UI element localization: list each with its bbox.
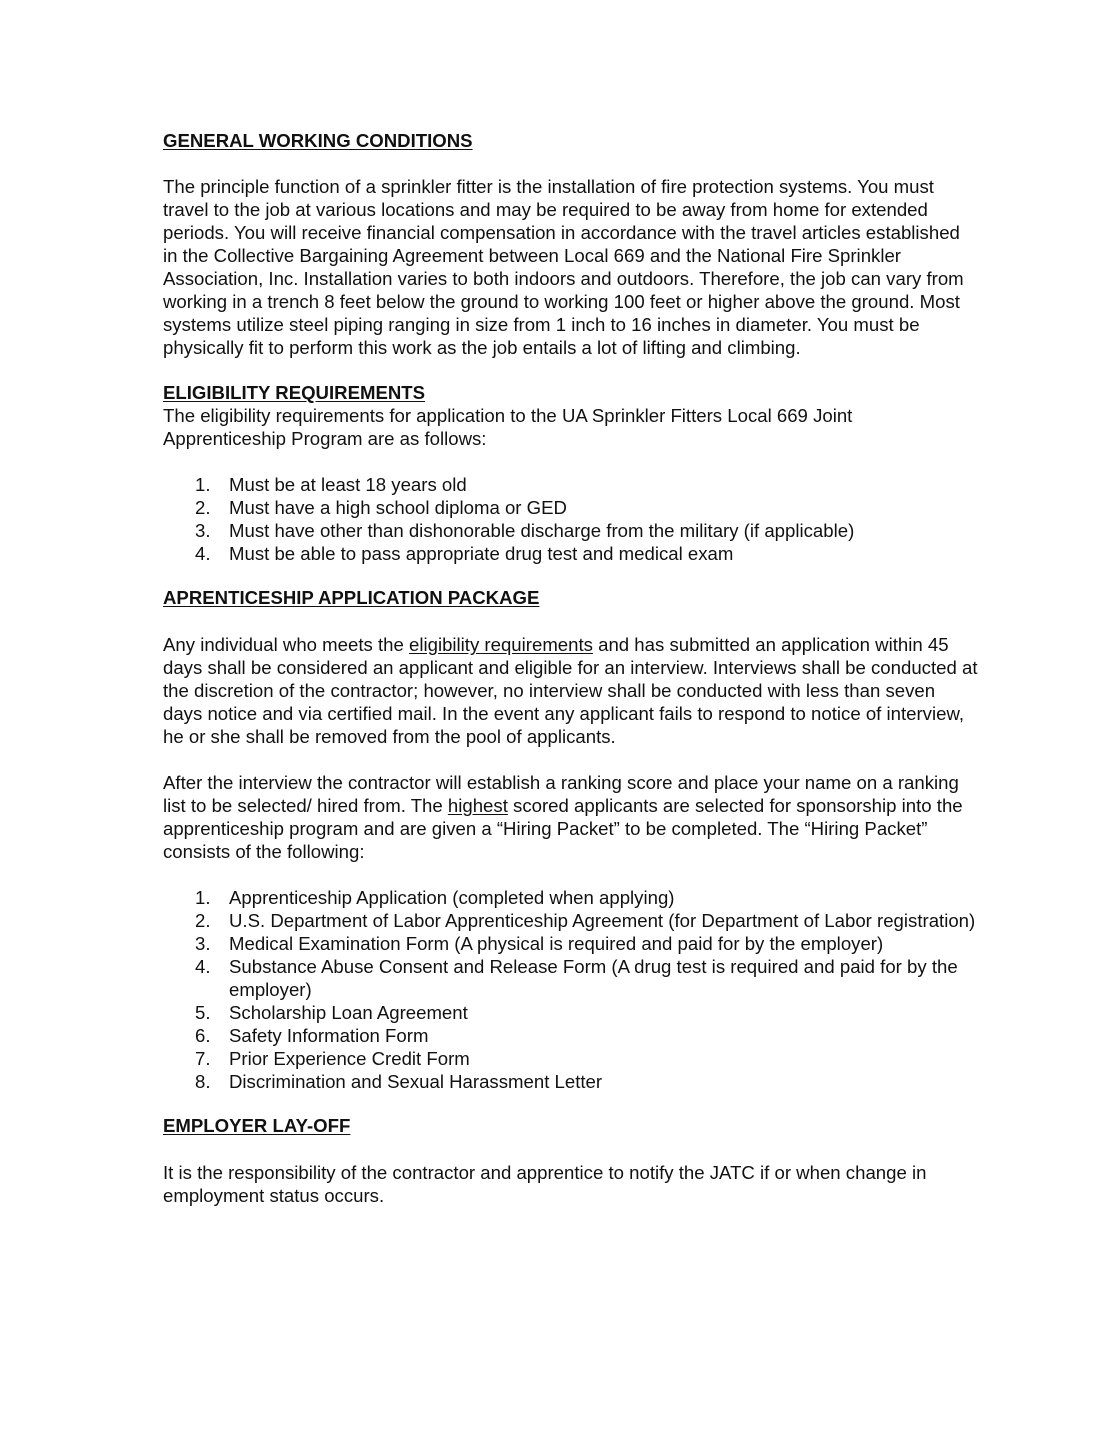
list-item-number: 7. (195, 1048, 211, 1069)
list-item-text: Substance Abuse Consent and Release Form (A drug test is required and paid for by the employer) (229, 956, 958, 1000)
list-item-number: 4. (195, 956, 211, 977)
list-item-number: 2. (195, 910, 211, 931)
list-item (163, 932, 978, 955)
eligibility-requirements-heading: ELIGIBILITY REQUIREMENTS (163, 382, 426, 403)
eligibility-intro-paragraph: The eligibility requirements for application to the UA Sprinkler Fitters Local 669 Joint Apprenticeship Program are as follows: (163, 405, 853, 449)
list-item (163, 473, 978, 496)
employer-layoff-heading: EMPLOYER LAY-OFF (163, 1115, 351, 1136)
list-item-number: 4. (195, 543, 211, 564)
list-item-text: Discrimination and Sexual Harassment Letter (229, 1071, 603, 1092)
application-paragraph-2 (163, 771, 978, 863)
application-p2-text-end: scored applicants are selected for sponsorship into the apprenticeship program and are given a “Hiring Packet” to be completed. The “Hiring Packet” consists of the following: (163, 795, 963, 862)
eligibility-list (163, 473, 978, 565)
hiring-packet-list (163, 886, 978, 1093)
list-item (163, 1024, 978, 1047)
list-item-number: 6. (195, 1025, 211, 1046)
list-item-number: 5. (195, 1002, 211, 1023)
application-paragraph-1 (163, 633, 978, 748)
list-item-number: 1. (195, 887, 211, 908)
list-item-number: 3. (195, 933, 211, 954)
list-item-number: 8. (195, 1071, 211, 1092)
list-item (163, 1070, 978, 1093)
highest-emphasis: highest (447, 795, 508, 816)
list-item-number: 1. (195, 474, 211, 495)
list-item (163, 519, 978, 542)
general-working-conditions-paragraph: The principle function of a sprinkler fitter is the installation of fire protection systems. You must travel to the job at various locations and may be required to be away from home for extended periods. You will receive financial compensation in accordance with the travel articles established in the Collective Bargaining Agreement between Local 669 and the National Fire Sprinkler Association, Inc. Installation varies to both indoors and outdoors. Therefore, the job can vary from working in a trench 8 feet below the ground to working 100 feet or higher above the ground. Most systems utilize steel piping ranging in size from 1 inch to 16 inches in diameter. You must be physically fit to perform this work as the job entails a lot of lifting and climbing. (163, 176, 964, 358)
list-item-text: Must have a high school diploma or GED (229, 497, 567, 518)
application-p1-text-end: and has submitted an application within 45 days shall be considered an applicant and eligible for an interview. Interviews shall be conducted at the discretion of the contractor; however, no interview shall be conducted with less than seven days notice and via certified mail. In the event any applicant fails to respond to notice of interview, he or she shall be removed from the pool of applicants. (163, 634, 978, 747)
list-item (163, 1001, 978, 1024)
list-item (163, 909, 978, 932)
list-item (163, 496, 978, 519)
list-item-text: U.S. Department of Labor Apprenticeship Agreement (for Department of Labor registration) (229, 910, 976, 931)
list-item-text: Must be at least 18 years old (229, 474, 467, 495)
application-package-heading: APRENTICESHIP APPLICATION PACKAGE (163, 587, 540, 608)
list-item-text: Apprenticeship Application (completed when applying) (229, 887, 675, 908)
list-item-text: Must have other than dishonorable discharge from the military (if applicable) (229, 520, 855, 541)
list-item-number: 2. (195, 497, 211, 518)
document-page (163, 129, 978, 1207)
list-item-text: Medical Examination Form (A physical is required and paid for by the employer) (229, 933, 884, 954)
list-item-text: Prior Experience Credit Form (229, 1048, 470, 1069)
list-item-text: Scholarship Loan Agreement (229, 1002, 468, 1023)
list-item (163, 542, 978, 565)
application-p1-text-start: Any individual who meets the (163, 634, 409, 655)
application-p2-text-start: After the interview the contractor will establish a ranking score and place your name on a ranking list to be selected/ hired from. The (163, 772, 959, 816)
list-item-text: Must be able to pass appropriate drug test and medical exam (229, 543, 734, 564)
general-working-conditions-heading: GENERAL WORKING CONDITIONS (163, 130, 473, 151)
list-item (163, 886, 978, 909)
list-item (163, 955, 978, 1001)
employer-layoff-paragraph: It is the responsibility of the contractor and apprentice to notify the JATC if or when change in employment status occurs. (163, 1162, 927, 1206)
list-item-text: Safety Information Form (229, 1025, 429, 1046)
list-item-number: 3. (195, 520, 211, 541)
list-item (163, 1047, 978, 1070)
eligibility-requirements-reference: eligibility requirements (409, 634, 593, 655)
